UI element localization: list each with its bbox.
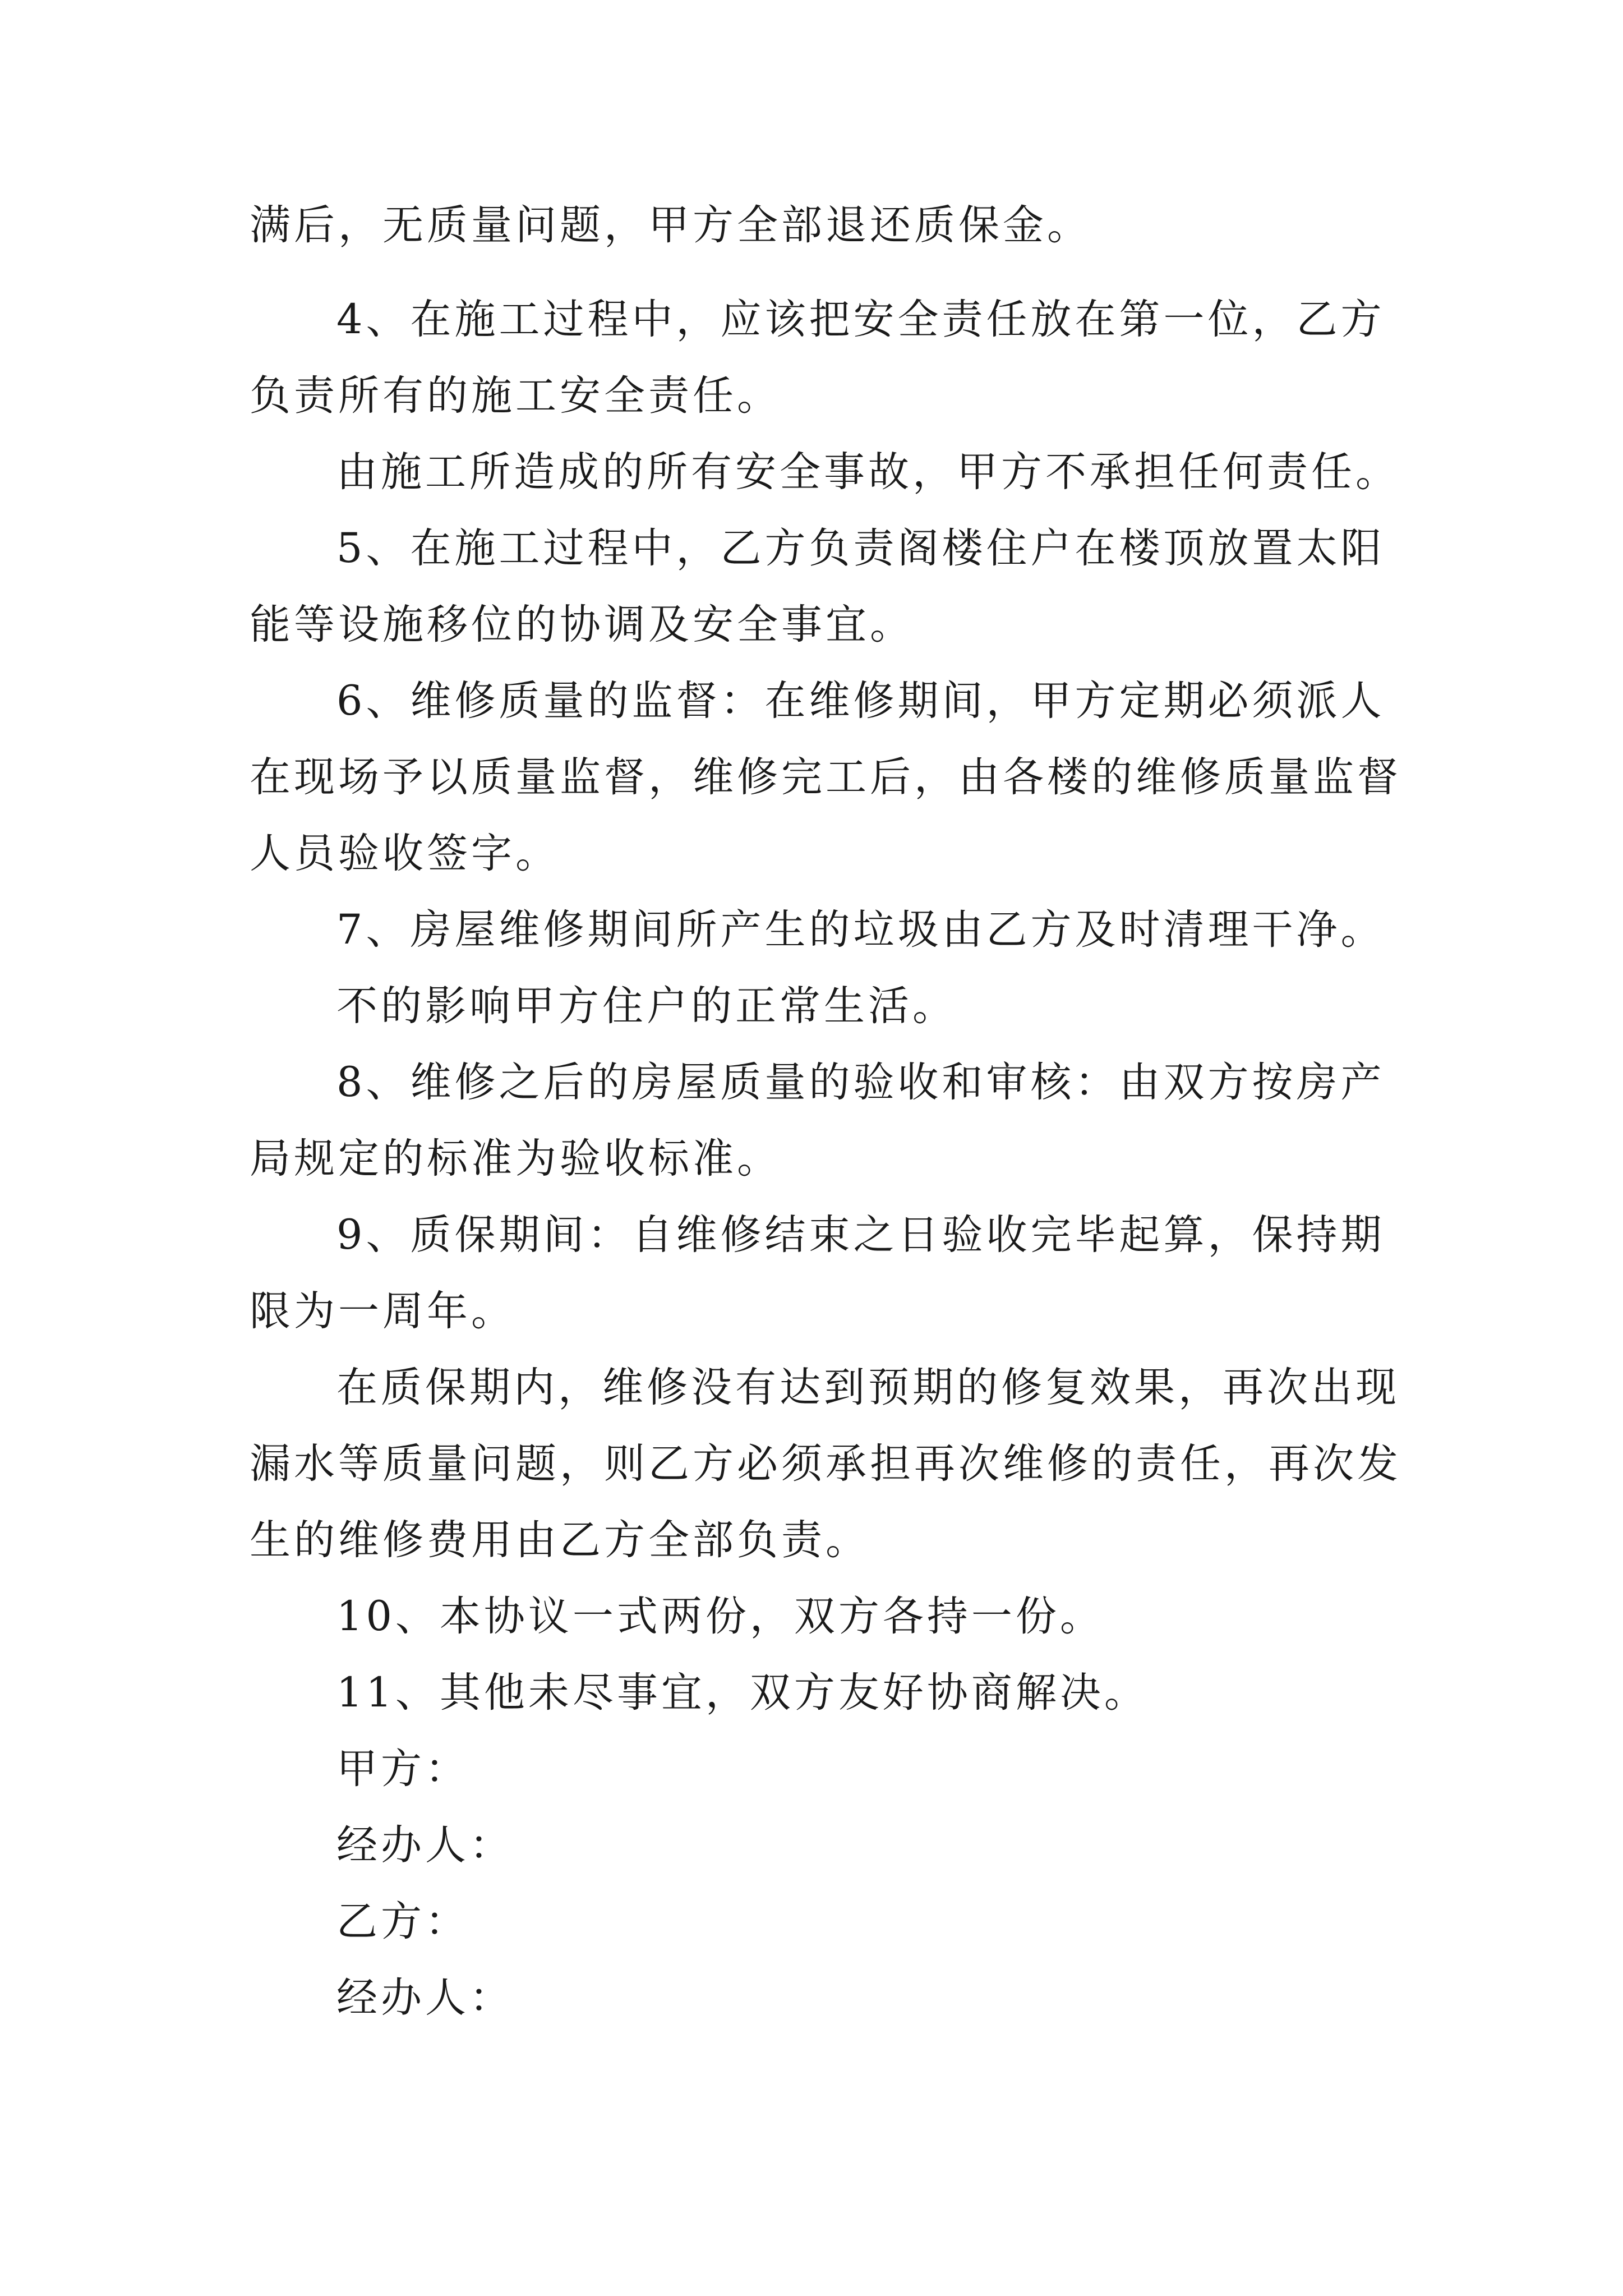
text-line: 漏水等质量问题，则乙方必须承担再次维修的责任，再次发 [250,1440,1401,1488]
text-line: 在质保期内，维修没有达到预期的修复效果，再次出现 [336,1364,1400,1411]
text-line: 由施工所造成的所有安全事故，甲方不承担任何责任。 [336,448,1400,496]
party-a-label: 甲方： [336,1745,469,1793]
clause-7: 7、房屋维修期间所产生的垃圾由乙方及时清理干净。 [336,906,1385,954]
text-line: 不的影响甲方住户的正常生活。 [336,982,957,1030]
agent-b-label: 经办人： [336,1974,514,2022]
agent-a-label: 经办人： [336,1821,514,1869]
clause-10: 10、本协议一式两份，双方各持一份。 [336,1593,1104,1640]
clause-11: 11、其他未尽事宜，双方友好协商解决。 [336,1669,1149,1717]
text-line: 在现场予以质量监督，维修完工后，由各楼的维修质量监督 [250,753,1401,801]
clause-5: 5、在施工过程中，乙方负责阁楼住户在楼顶放置太阳 [336,524,1385,572]
text-line: 能等设施移位的协调及安全事宜。 [250,601,914,648]
text-line: 负责所有的施工安全责任。 [250,372,781,420]
text-line: 限为一周年。 [250,1287,515,1335]
party-b-label: 乙方： [336,1898,469,1945]
clause-9: 9、质保期间：自维修结束之日验收完毕起算，保持期 [336,1211,1385,1259]
clause-4: 4、在施工过程中，应该把安全责任放在第一位，乙方 [336,296,1385,343]
text-line: 局规定的标准为验收标准。 [250,1135,781,1182]
clause-6: 6、维修质量的监督：在维修期间，甲方定期必须派人 [336,677,1385,725]
clause-8: 8、维修之后的房屋质量的验收和审核：由双方按房产 [336,1059,1385,1106]
text-line: 满后，无质量问题，甲方全部退还质保金。 [250,201,1091,249]
text-line: 人员验收签字。 [250,830,560,877]
text-line: 生的维修费用由乙方全部负责。 [250,1516,870,1564]
